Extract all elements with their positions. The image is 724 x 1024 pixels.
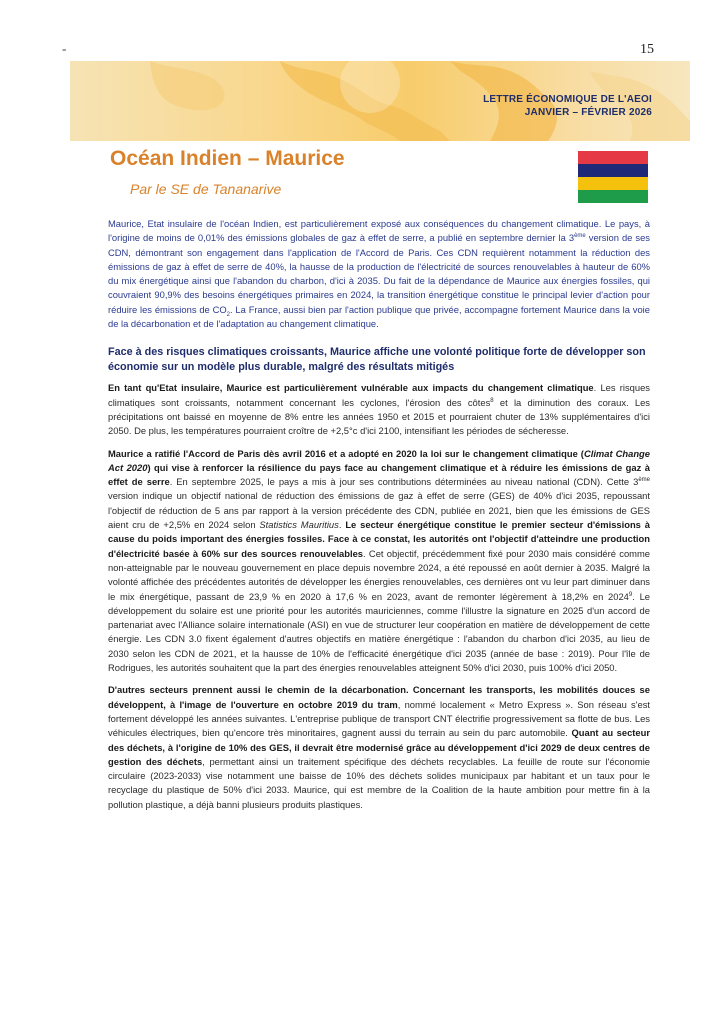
paragraph-other-sectors: D'autres secteurs prennent aussi le chemin de la décarbonation. Concernant les transports, les mobilités douces se développent, à l'image de l'ouverture en octobre 2019 du tram, nommé localement « Metro Express ». Son réseau s'est fortement développé les années suivantes. L'entreprise publique de transport CNT électrifie progressivement sa flotte de bus. Les véhicules électriques, bien qu'encore très minoritaires, gagnent aussi du terrain au sein du parc automobile. Quant au secteur des déchets, à l'origine de 10% des GES, il devrait être modernisé grâce au développement d'ici 2029 de deux centres de gestion des déchets, permettant ainsi un traitement spécifique des déchets recyclables. La feuille de route sur l'économie circulaire (2023-2033) vise notamment une baisse de 10% des déchets solides municipaux par habitant et un taux pour le recyclage du plastique de 50% d'ici 2033. Maurice, qui est membre de la Coalition de la haute ambition pour mettre fin à la pollution plastique, a déjà banni plusieurs produits plastiques. [108, 684, 650, 810]
page-mark: - [62, 41, 67, 56]
page-subtitle: Par le SE de Tananarive [130, 181, 282, 197]
page-number: 15 [640, 42, 654, 57]
flag-stripe-green [578, 190, 648, 203]
flag-stripe-red [578, 151, 648, 164]
paragraph-vulnerability: En tant qu'Etat insulaire, Maurice est particulièrement vulnérable aux impacts du changement climatique. Les risques climatiques sont croissants, notamment concernant les cyclones, l'érosion des côtes$^8$ et la diminution des coraux. Les précipitations ont baissé en moyenne de 8% entre les années 1950 et 2015 et pourraient chuter de 13% supplémentaires d'ici 2050. De plus, les températures pourraient croître de +2,5°c d'ici 2100, intensifiant les périodes de sécheresse. [108, 382, 650, 437]
newsletter-name: LETTRE ÉCONOMIQUE DE L'AEOI [483, 94, 652, 105]
newsletter-title [483, 93, 652, 119]
article-body [108, 217, 650, 820]
newsletter-date: JANVIER – FÉVRIER 2026 [524, 107, 652, 118]
page-title: Océan Indien – Maurice [110, 147, 345, 170]
section-heading: Face à des risques climatiques croissants, Maurice affiche une volonté politique forte de développer son économie sur un modèle plus durable, malgré des résultats mitigés [108, 346, 646, 374]
flag-stripe-yellow [578, 177, 648, 190]
header-banner [70, 61, 690, 141]
flag-stripe-blue [578, 164, 648, 177]
intro-paragraph: Maurice, Etat insulaire de l'océan Indien, est particulièrement exposé aux conséquences du changement climatique. Le pays, à l'origine de moins de 0,01% des émissions globales de gaz à effet de serre, a publié en septembre dernier la 3ème version de ses CDN, démontrant son engagement dans l'application de l'Accord de Paris. Ces CDN requièrent notamment la réduction des émissions de gaz à effet de serre de 40%, la hausse de la production de l'électricité de sources renouvelables à hauteur de 60% du mix énergétique ainsi que l'abandon du charbon, d'ici à 2035. Du fait de la dépendance de Maurice aux énergies fossiles, qui couvraient 90,9% des besoins énergétiques primaires en 2024, la transition énergétique constitue le principal levier d'action pour réduire les émissions de $CO_2$. La France, aussi bien par l'action publique que privée, accompagne fortement Maurice dans la voie de la décarbonation et de l'adaptation au changement climatique. [108, 218, 650, 330]
paragraph-paris-agreement: Maurice a ratifié l'Accord de Paris dès avril 2016 et a adopté en 2020 la loi sur le changement climatique (Climat Change Act 2020) qui vise à renforcer la résilience du pays face au changement climatique et à réduire les émissions de gaz à effet de serre. En septembre 2025, le pays a mis à jour ses contributions déterminées au niveau national (CDN). Cette 3ème version indique un objectif national de réduction des émissions de gaz à effet de serre (GES) de 40% d'ici 2035, repoussant l'objectif de réduction de 5 ans par rapport à la version précédente des CDN, publiée en 2021, bien que les émissions de GES aient cru de +2,5% en 2024 selon Statistics Mauritius. Le secteur énergétique constitue le premier secteur d'émissions à cause du poids important des énergies fossiles. Face à ce constat, les autorités ont l'objectif d'atteindre une production d'électricité basée à 60% sur des sources renouvelables. Cet objectif, précédemment fixé pour 2030 mais considéré comme non-atteignable par le nouveau gouvernement en place depuis novembre 2024, a été repoussé en août dernier à 2035. Malgré la volonté affichée des précédentes autorités de développer les énergies renouvelables, ces dernières ont vu leur part diminuer dans le mix énergétique, passant de 23,9 % en 2020 à 17,6 % en 2023, avant de remonter légèrement à 18,2% en 2024$^9$. Le développement du solaire est une priorité pour les autorités mauriciennes, comme l'illustre la signature en 2025 d'un accord de partenariat avec l'Alliance solaire internationale (ASI) en vue de structurer leur coopération en matière de développement de cette énergie. Les CDN 3.0 fixent également d'autres objectifs en matière énergétique : l'abandon du charbon d'ici 2035, au lieu de 2030 selon les CDN de 2021, et la hausse de 10% de l'efficacité énergétique d'ici 2035 (année de base : 2019). Pour l'île de Rodrigues, les autorités souhaitent que la part des énergies renouvelables atteignent 50% d'ici 2030, puis 100% d'ici 2050. [108, 447, 651, 674]
mauritius-flag-icon [578, 151, 648, 203]
